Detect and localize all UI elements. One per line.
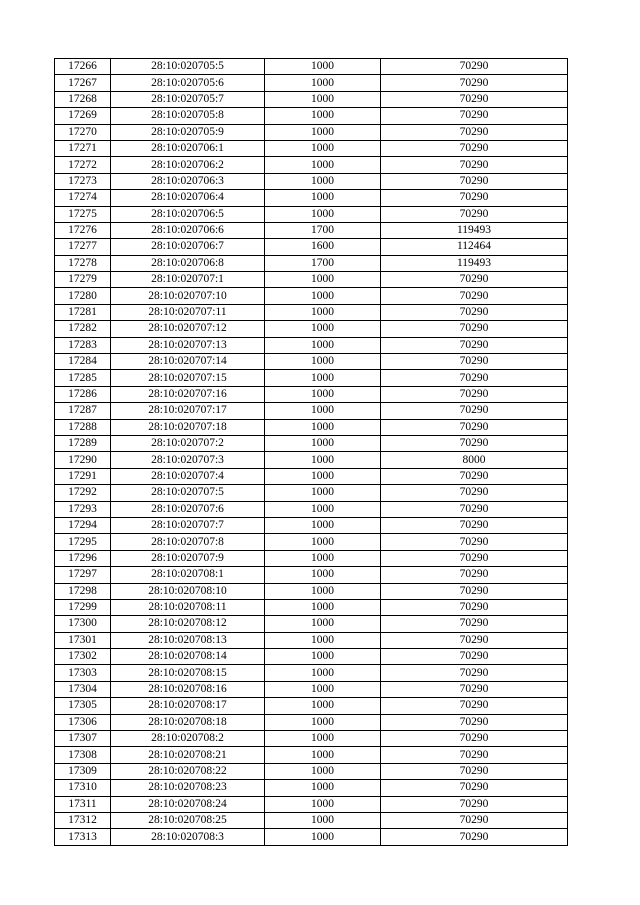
value-cell: 70290 [381,583,568,599]
row-number-cell: 17273 [55,173,111,189]
cadastral-number-cell: 28:10:020707:15 [111,370,265,386]
value-cell: 70290 [381,485,568,501]
cadastral-number-cell: 28:10:020707:18 [111,419,265,435]
area-cell: 1000 [265,91,381,107]
row-number-cell: 17300 [55,616,111,632]
table-row [55,829,568,845]
row-number-cell: 17283 [55,337,111,353]
row-number-cell: 17286 [55,386,111,402]
value-cell: 70290 [381,59,568,75]
row-number-cell: 17311 [55,796,111,812]
cadastral-number-cell: 28:10:020708:22 [111,763,265,779]
value-cell: 70290 [381,288,568,304]
cadastral-number-cell: 28:10:020707:10 [111,288,265,304]
value-cell: 70290 [381,616,568,632]
row-number-cell: 17305 [55,698,111,714]
cadastral-number-cell: 28:10:020708:14 [111,649,265,665]
row-number-cell: 17289 [55,435,111,451]
area-cell: 1000 [265,567,381,583]
value-cell: 70290 [381,419,568,435]
area-cell: 1000 [265,517,381,533]
table-row [55,288,568,304]
row-number-cell: 17282 [55,321,111,337]
table-row [55,91,568,107]
cadastral-number-cell: 28:10:020707:11 [111,304,265,320]
row-number-cell: 17303 [55,665,111,681]
cadastral-number-cell: 28:10:020707:4 [111,468,265,484]
value-cell: 70290 [381,731,568,747]
cadastral-number-cell: 28:10:020707:12 [111,321,265,337]
row-number-cell: 17312 [55,812,111,828]
value-cell: 70290 [381,190,568,206]
cadastral-number-cell: 28:10:020706:5 [111,206,265,222]
table-row [55,304,568,320]
value-cell: 70290 [381,796,568,812]
table-row [55,321,568,337]
area-cell: 1000 [265,714,381,730]
table-row [55,731,568,747]
row-number-cell: 17284 [55,354,111,370]
value-cell: 70290 [381,468,568,484]
cadastral-number-cell: 28:10:020708:17 [111,698,265,714]
area-cell: 1000 [265,763,381,779]
table-row [55,337,568,353]
table-row [55,747,568,763]
area-cell: 1000 [265,583,381,599]
value-cell: 70290 [381,337,568,353]
row-number-cell: 17299 [55,599,111,615]
table-row [55,157,568,173]
row-number-cell: 17281 [55,304,111,320]
area-cell: 1000 [265,796,381,812]
cadastral-number-cell: 28:10:020707:7 [111,517,265,533]
area-cell: 1000 [265,157,381,173]
table-row [55,583,568,599]
area-cell: 1000 [265,435,381,451]
table-row [55,812,568,828]
table-row [55,59,568,75]
area-cell: 1000 [265,534,381,550]
row-number-cell: 17272 [55,157,111,173]
cadastral-number-cell: 28:10:020706:8 [111,255,265,271]
table-row [55,485,568,501]
table-row [55,616,568,632]
area-cell: 1000 [265,419,381,435]
value-cell: 70290 [381,91,568,107]
row-number-cell: 17291 [55,468,111,484]
area-cell: 1000 [265,321,381,337]
area-cell: 1600 [265,239,381,255]
value-cell: 70290 [381,763,568,779]
table-row [55,140,568,156]
area-cell: 1000 [265,370,381,386]
area-cell: 1000 [265,354,381,370]
value-cell: 70290 [381,517,568,533]
value-cell: 112464 [381,239,568,255]
table-row [55,435,568,451]
value-cell: 70290 [381,501,568,517]
cadastral-number-cell: 28:10:020705:9 [111,124,265,140]
value-cell: 70290 [381,698,568,714]
area-cell: 1700 [265,255,381,271]
value-cell: 70290 [381,321,568,337]
area-cell: 1000 [265,812,381,828]
table-row [55,190,568,206]
table-row [55,665,568,681]
cadastral-number-cell: 28:10:020707:9 [111,550,265,566]
cadastral-number-cell: 28:10:020708:10 [111,583,265,599]
row-number-cell: 17307 [55,731,111,747]
value-cell: 70290 [381,386,568,402]
table-row [55,632,568,648]
cadastral-number-cell: 28:10:020708:13 [111,632,265,648]
table-row [55,796,568,812]
row-number-cell: 17276 [55,222,111,238]
table-row [55,452,568,468]
value-cell: 70290 [381,108,568,124]
area-cell: 1000 [265,337,381,353]
value-cell: 70290 [381,649,568,665]
cadastral-number-cell: 28:10:020708:2 [111,731,265,747]
table-row [55,714,568,730]
cadastral-number-cell: 28:10:020706:4 [111,190,265,206]
row-number-cell: 17297 [55,567,111,583]
area-cell: 1000 [265,632,381,648]
cadastral-number-cell: 28:10:020707:3 [111,452,265,468]
value-cell: 119493 [381,255,568,271]
cadastral-number-cell: 28:10:020707:17 [111,403,265,419]
value-cell: 70290 [381,75,568,91]
value-cell: 70290 [381,780,568,796]
row-number-cell: 17309 [55,763,111,779]
cadastral-number-cell: 28:10:020705:8 [111,108,265,124]
value-cell: 70290 [381,354,568,370]
value-cell: 8000 [381,452,568,468]
table-row [55,780,568,796]
table-row [55,255,568,271]
table-row [55,681,568,697]
area-cell: 1000 [265,649,381,665]
cadastral-number-cell: 28:10:020707:6 [111,501,265,517]
cadastral-number-cell: 28:10:020708:1 [111,567,265,583]
table-row [55,419,568,435]
area-cell: 1000 [265,665,381,681]
area-cell: 1000 [265,780,381,796]
cadastral-number-cell: 28:10:020706:3 [111,173,265,189]
table-row [55,370,568,386]
table-row [55,354,568,370]
value-cell: 70290 [381,206,568,222]
row-number-cell: 17288 [55,419,111,435]
row-number-cell: 17267 [55,75,111,91]
value-cell: 70290 [381,599,568,615]
row-number-cell: 17302 [55,649,111,665]
value-cell: 70290 [381,140,568,156]
cadastral-number-cell: 28:10:020708:25 [111,812,265,828]
value-cell: 70290 [381,403,568,419]
row-number-cell: 17271 [55,140,111,156]
row-number-cell: 17308 [55,747,111,763]
table-row [55,501,568,517]
row-number-cell: 17269 [55,108,111,124]
row-number-cell: 17287 [55,403,111,419]
table-row [55,468,568,484]
row-number-cell: 17313 [55,829,111,845]
value-cell: 70290 [381,632,568,648]
cadastral-number-cell: 28:10:020707:2 [111,435,265,451]
value-cell: 70290 [381,304,568,320]
value-cell: 70290 [381,272,568,288]
area-cell: 1000 [265,173,381,189]
area-cell: 1000 [265,747,381,763]
cadastral-number-cell: 28:10:020708:18 [111,714,265,730]
value-cell: 70290 [381,567,568,583]
cadastral-number-cell: 28:10:020705:5 [111,59,265,75]
area-cell: 1000 [265,206,381,222]
value-cell: 70290 [381,534,568,550]
area-cell: 1000 [265,731,381,747]
row-number-cell: 17298 [55,583,111,599]
value-cell: 70290 [381,829,568,845]
cadastral-number-cell: 28:10:020705:6 [111,75,265,91]
value-cell: 70290 [381,812,568,828]
area-cell: 1000 [265,599,381,615]
row-number-cell: 17279 [55,272,111,288]
area-cell: 1000 [265,403,381,419]
value-cell: 70290 [381,370,568,386]
value-cell: 70290 [381,714,568,730]
area-cell: 1000 [265,304,381,320]
row-number-cell: 17295 [55,534,111,550]
cadastral-number-cell: 28:10:020708:16 [111,681,265,697]
cadastral-number-cell: 28:10:020707:16 [111,386,265,402]
area-cell: 1000 [265,288,381,304]
row-number-cell: 17285 [55,370,111,386]
cadastral-number-cell: 28:10:020708:3 [111,829,265,845]
table-row [55,567,568,583]
row-number-cell: 17310 [55,780,111,796]
data-table [54,58,568,846]
row-number-cell: 17275 [55,206,111,222]
value-cell: 70290 [381,173,568,189]
row-number-cell: 17274 [55,190,111,206]
row-number-cell: 17280 [55,288,111,304]
value-cell: 70290 [381,665,568,681]
table-row [55,698,568,714]
table-row [55,239,568,255]
cadastral-number-cell: 28:10:020708:15 [111,665,265,681]
row-number-cell: 17270 [55,124,111,140]
area-cell: 1000 [265,681,381,697]
table-row [55,403,568,419]
value-cell: 70290 [381,124,568,140]
row-number-cell: 17293 [55,501,111,517]
table-row [55,534,568,550]
area-cell: 1000 [265,829,381,845]
table-row [55,75,568,91]
area-cell: 1000 [265,485,381,501]
area-cell: 1000 [265,108,381,124]
cadastral-number-cell: 28:10:020707:14 [111,354,265,370]
table-row [55,517,568,533]
area-cell: 1000 [265,190,381,206]
row-number-cell: 17294 [55,517,111,533]
value-cell: 70290 [381,550,568,566]
table-row [55,763,568,779]
cadastral-number-cell: 28:10:020708:24 [111,796,265,812]
value-cell: 119493 [381,222,568,238]
value-cell: 70290 [381,435,568,451]
table-row [55,272,568,288]
cadastral-number-cell: 28:10:020707:13 [111,337,265,353]
cadastral-number-cell: 28:10:020706:7 [111,239,265,255]
area-cell: 1700 [265,222,381,238]
cadastral-number-cell: 28:10:020708:23 [111,780,265,796]
value-cell: 70290 [381,681,568,697]
row-number-cell: 17296 [55,550,111,566]
area-cell: 1000 [265,616,381,632]
table-row [55,599,568,615]
table-row [55,173,568,189]
cadastral-number-cell: 28:10:020708:12 [111,616,265,632]
area-cell: 1000 [265,75,381,91]
value-cell: 70290 [381,747,568,763]
table-row [55,649,568,665]
row-number-cell: 17277 [55,239,111,255]
cadastral-number-cell: 28:10:020706:1 [111,140,265,156]
area-cell: 1000 [265,698,381,714]
row-number-cell: 17278 [55,255,111,271]
cadastral-number-cell: 28:10:020706:2 [111,157,265,173]
row-number-cell: 17268 [55,91,111,107]
table-body [55,59,568,846]
area-cell: 1000 [265,140,381,156]
cadastral-number-cell: 28:10:020707:5 [111,485,265,501]
area-cell: 1000 [265,501,381,517]
row-number-cell: 17292 [55,485,111,501]
area-cell: 1000 [265,124,381,140]
row-number-cell: 17266 [55,59,111,75]
value-cell: 70290 [381,157,568,173]
area-cell: 1000 [265,386,381,402]
table-row [55,386,568,402]
table-row [55,124,568,140]
row-number-cell: 17304 [55,681,111,697]
area-cell: 1000 [265,272,381,288]
cadastral-number-cell: 28:10:020708:21 [111,747,265,763]
row-number-cell: 17290 [55,452,111,468]
area-cell: 1000 [265,550,381,566]
row-number-cell: 17306 [55,714,111,730]
table-row [55,108,568,124]
area-cell: 1000 [265,468,381,484]
cadastral-number-cell: 28:10:020708:11 [111,599,265,615]
cadastral-number-cell: 28:10:020706:6 [111,222,265,238]
row-number-cell: 17301 [55,632,111,648]
cadastral-number-cell: 28:10:020705:7 [111,91,265,107]
area-cell: 1000 [265,452,381,468]
cadastral-number-cell: 28:10:020707:1 [111,272,265,288]
table-row [55,550,568,566]
table-row [55,206,568,222]
table-row [55,222,568,238]
area-cell: 1000 [265,59,381,75]
cadastral-number-cell: 28:10:020707:8 [111,534,265,550]
